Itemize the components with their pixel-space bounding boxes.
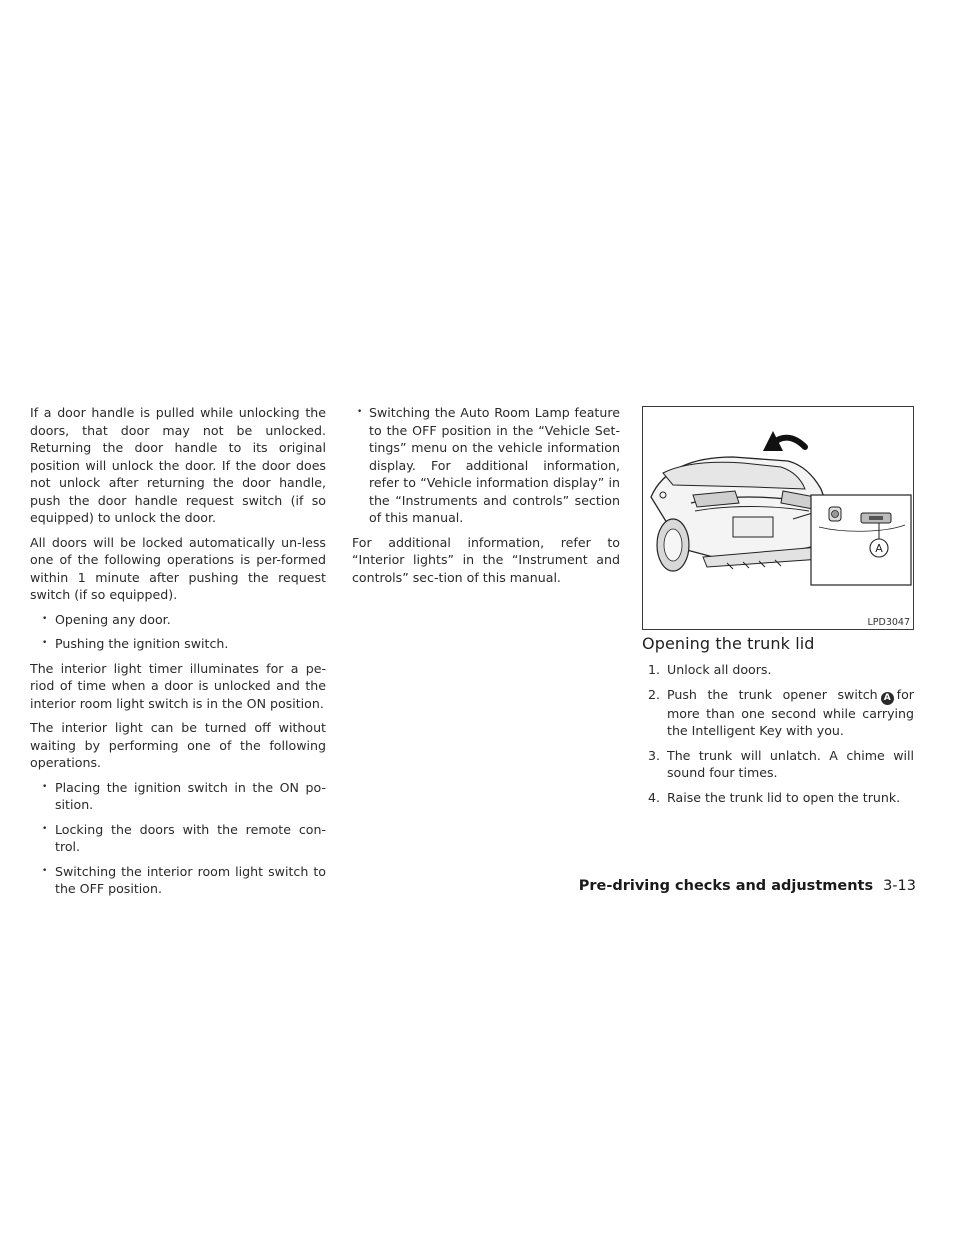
step-number: 3. — [648, 747, 661, 763]
car-rear-drawing — [643, 407, 914, 630]
footer-section-name: Pre-driving checks and adjustments — [578, 878, 874, 894]
step-text-after: for more than one second while carrying the Intelligent Key with you. — [667, 686, 914, 738]
figure-code: LPD3047 — [867, 617, 910, 628]
step-text-before: Push the trunk opener switch — [667, 686, 878, 702]
step-item — [648, 747, 914, 782]
step-item — [648, 661, 914, 679]
step-number: 4. — [648, 789, 661, 805]
list-item: • Pushing the ignition switch. — [30, 635, 326, 653]
step-item — [648, 789, 914, 807]
auto-lock-conditions-list — [30, 611, 326, 653]
callout-a-label: A — [875, 542, 883, 555]
paragraph-auto-lock: All doors will be locked automatically un-less one of the following operations is per-formed within 1 minute after pushing the request switch (if so equipped). — [30, 534, 326, 602]
trunk-opener-illustration — [642, 406, 914, 630]
left-column — [30, 404, 326, 905]
list-item: • Placing the ignition switch in the ON po-sition. — [30, 779, 326, 814]
light-off-operations-list — [30, 779, 326, 898]
list-item: • Opening any door. — [30, 611, 326, 629]
step-number: 1. — [648, 662, 661, 677]
page-number: 3-13 — [883, 878, 916, 894]
paragraph-light-timer: The interior light timer illuminates for a pe-riod of time when a door is unlocked and the interior room light switch is in the ON position. — [30, 660, 326, 711]
step-text: Raise the trunk lid to open the trunk. — [667, 789, 901, 805]
list-item: • Locking the doors with the remote con-trol. — [30, 821, 326, 856]
step-number: 2. — [648, 686, 661, 702]
trunk-steps-list — [648, 661, 914, 813]
paragraph-light-off: The interior light can be turned off without waiting by performing one of the following operations. — [30, 720, 326, 770]
paragraph-door-handle: If a door handle is pulled while unlocking the doors, that door may not be unlocked. Returning the door handle to its original position will unlock the door. If the door does not unlock after returning the door handle, push the door handle request switch (if so equipped) to unlock the door. — [30, 405, 326, 525]
list-item: • Switching the Auto Room Lamp feature to the OFF position in the “Vehicle Set-tings” menu on the vehicle information display. For additional information, refer to “Vehicle information display” in the “Instruments and controls” section of this manual. — [352, 404, 620, 527]
callout-a-marker: A — [881, 692, 894, 705]
paragraph-interior-lights-ref: For additional information, refer to “Interior lights” in the “Instrument and controls” sec-tion of this manual. — [352, 534, 620, 585]
auto-room-lamp-list — [352, 404, 620, 527]
section-heading: Opening the trunk lid — [642, 634, 815, 653]
step-text: Unlock all doors. — [667, 662, 772, 677]
list-item: • Switching the interior room light switch to the OFF position. — [30, 863, 326, 898]
step-item — [648, 686, 914, 740]
middle-column — [352, 404, 620, 593]
step-text: The trunk will unlatch. A chime will sound four times. — [667, 747, 914, 780]
page-footer — [579, 878, 916, 894]
